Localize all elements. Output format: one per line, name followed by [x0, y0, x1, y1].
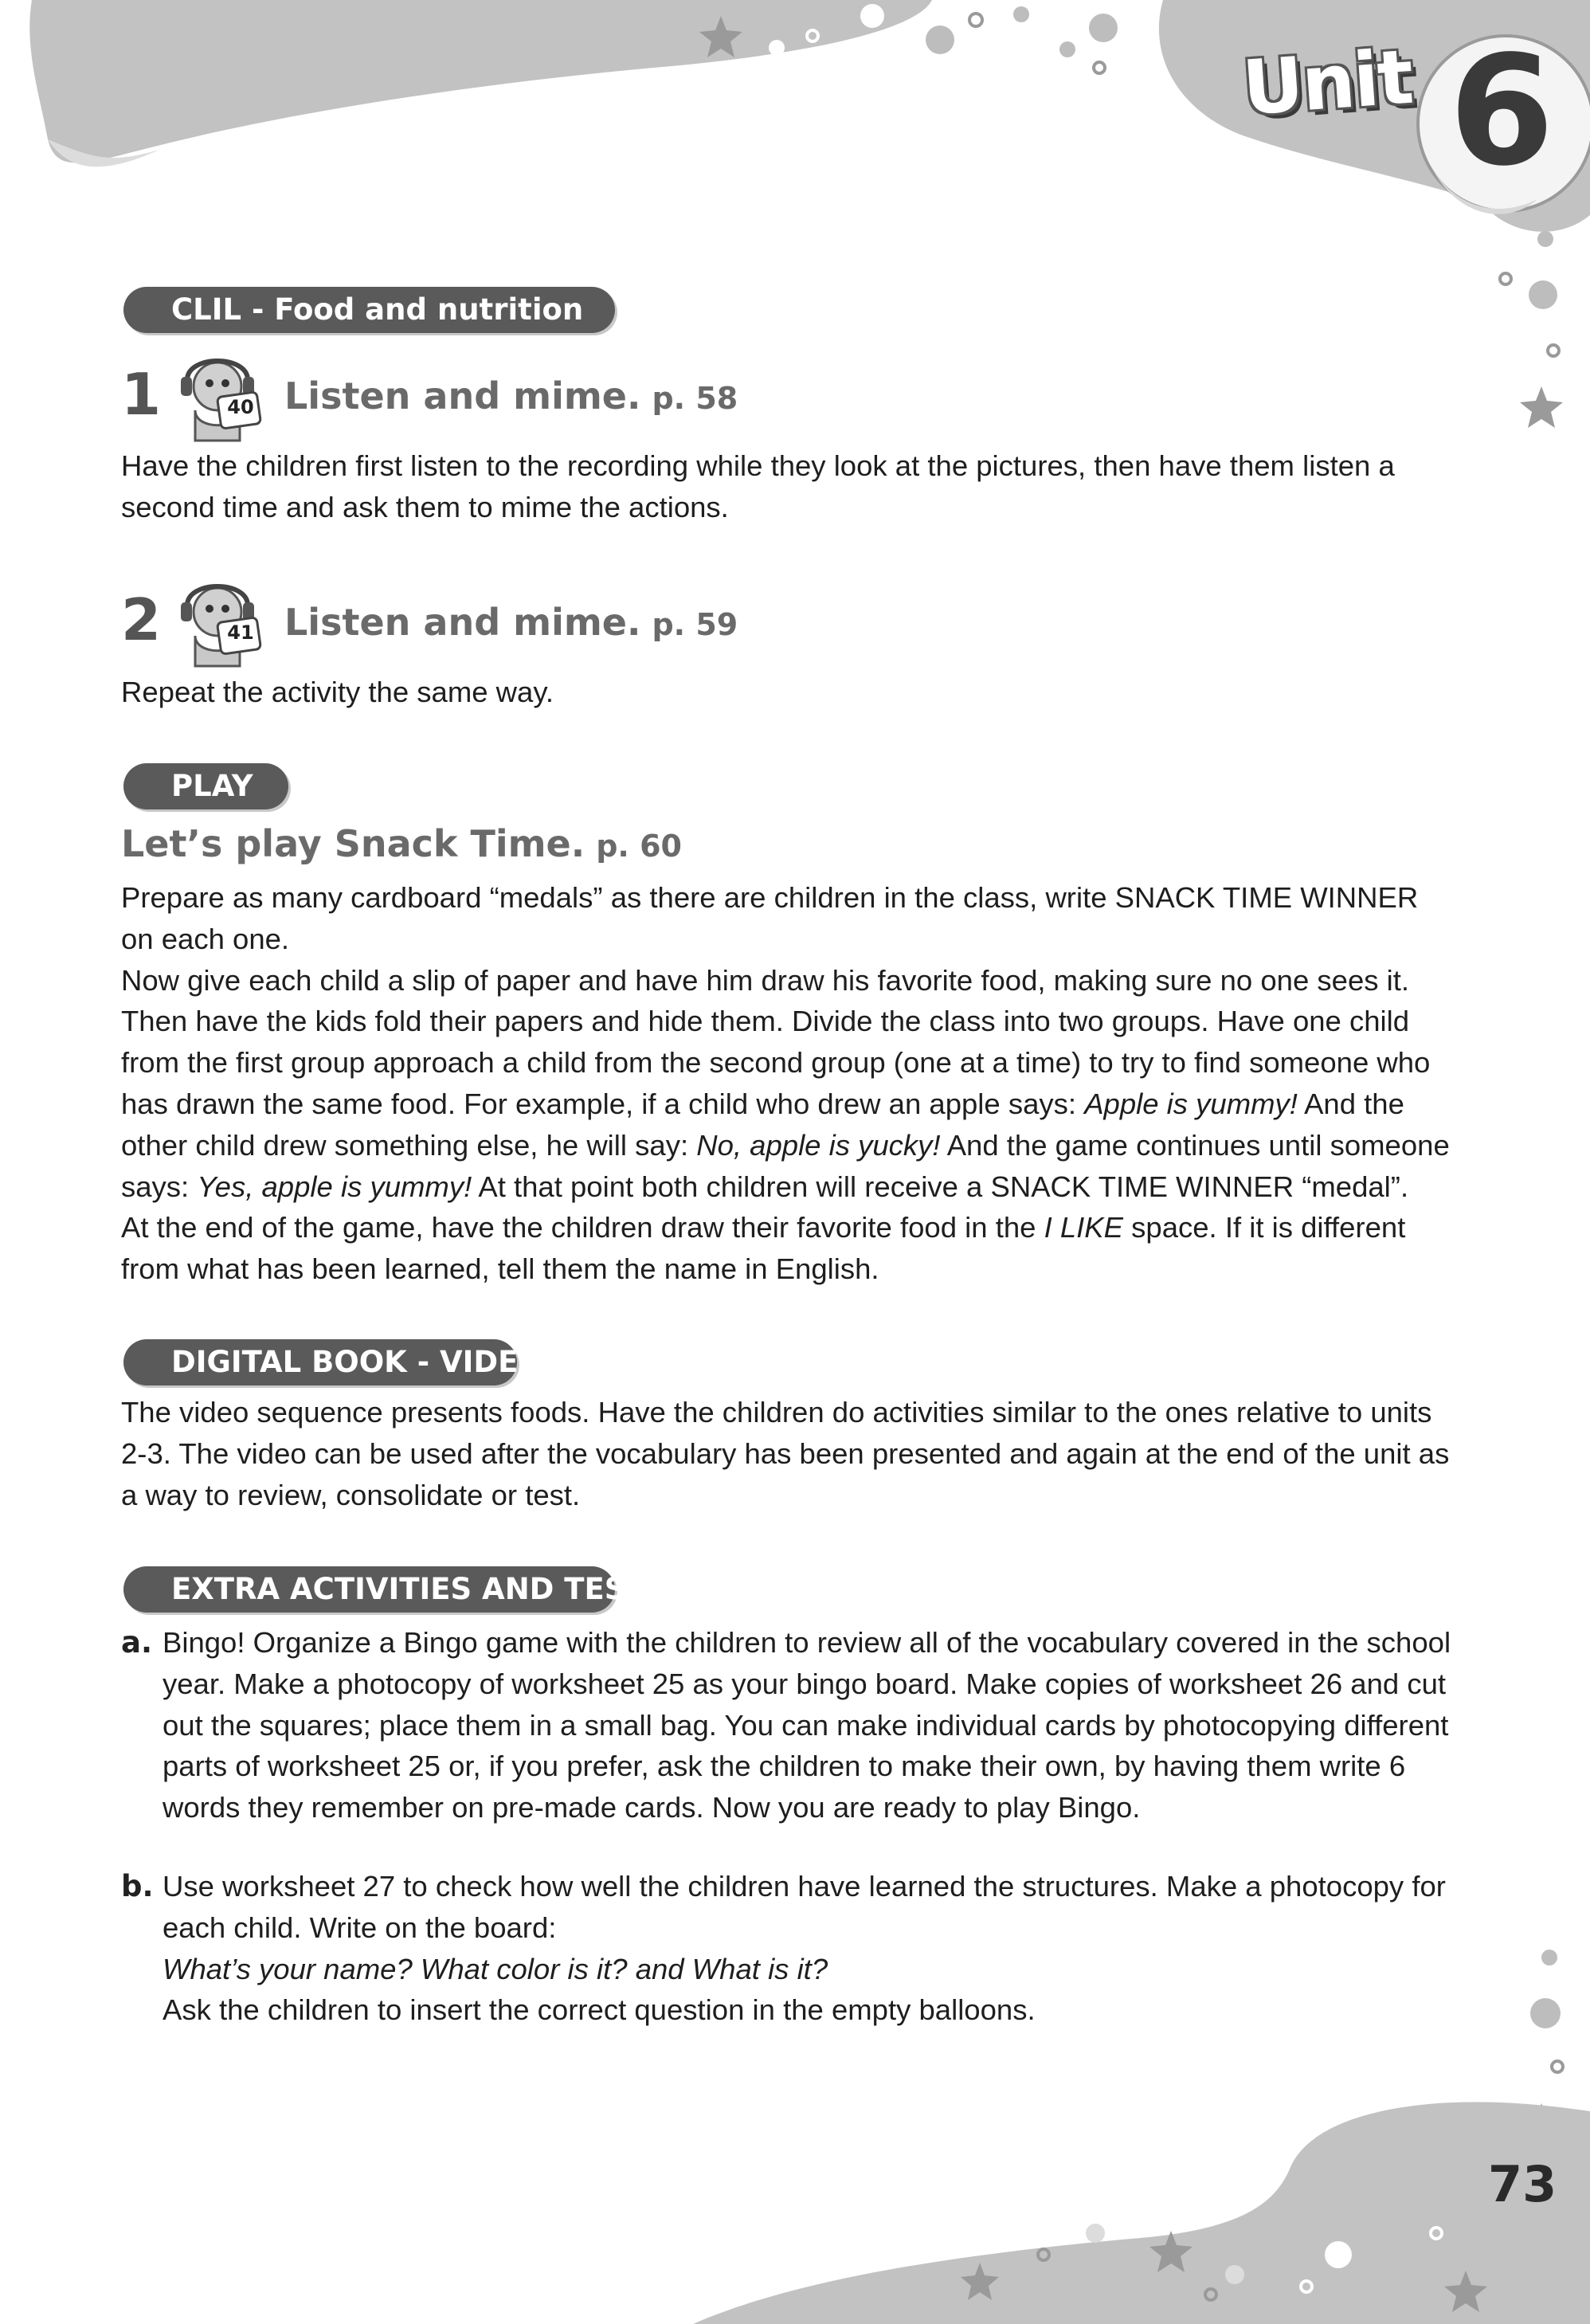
play-p3-text-b: space. If it is different from what has been learned, tell them the name in English. — [121, 1211, 1406, 1286]
play-p2-text-a: Now give each child a slip of paper and have him draw his favorite food, making sure no one sees it. Then have the kids fold their papers and hide them. Divide the class into two groups. Have one child from the first group approach a child from the second group (one at a time) to try to find someone who has drawn the same food. For example, if a child who drew an apple says: — [121, 963, 1431, 1120]
play-title: Let’s play Snack Time. — [121, 822, 585, 865]
extra-activity-b-text-2: Ask the children to insert the correct question in the empty balloons. — [163, 1993, 1036, 2027]
exercise-2-page-ref: p. 59 — [652, 607, 738, 642]
play-p2-quote-1: Apple is yummy! — [1084, 1087, 1298, 1120]
play-instructions — [121, 877, 1451, 1290]
exercise-1-number: 1 — [121, 361, 162, 428]
play-paragraph-2 — [121, 960, 1451, 1208]
unit-label: Unit — [1239, 33, 1415, 133]
extra-activity-b — [121, 1866, 1451, 2031]
play-p2-text-c: And the game continues until someone says: — [121, 1128, 1450, 1203]
extra-activities-section-label: EXTRA ACTIVITIES AND TESTS — [123, 1566, 615, 1613]
extra-activity-a-text: Bingo! Organize a Bingo game with the children to review all of the vocabulary covered in the school year. Make a photocopy of worksheet 25 as your bingo board. Make copies of worksheet 26 and cut out the squares; place them in a small bag. You can make individual cards by photocopying different parts of worksheet 25 or, if you prefer, ask the children to make their own, by having them write 6 words they remember on pre-made cards. Now you are ready to play Bingo. — [163, 1626, 1451, 1824]
play-p2-text-b: And the other child drew something else, he will say: — [121, 1087, 1404, 1162]
clil-section-label: CLIL - Food and nutrition — [123, 287, 615, 333]
play-paragraph-3 — [121, 1207, 1451, 1290]
exercise-2-instructions: Repeat the activity the same way. — [121, 676, 554, 708]
extra-activity-a-marker: a. — [121, 1625, 153, 1660]
exercise-1-heading — [284, 374, 738, 417]
exercise-1-title: Listen and mime. — [284, 374, 641, 417]
play-heading — [121, 822, 682, 865]
play-section-label: PLAY — [123, 763, 288, 809]
play-p2-quote-2: No, apple is yucky! — [696, 1128, 941, 1162]
exercise-1-track-number: 40 — [227, 396, 254, 418]
play-page-ref: p. 60 — [596, 829, 682, 864]
exercise-1-page-ref: p. 58 — [652, 381, 738, 416]
extra-activity-b-body — [163, 1866, 1451, 2031]
exercise-2-title: Listen and mime. — [284, 601, 641, 644]
exercise-2-track-number: 41 — [227, 621, 254, 644]
play-p2-quote-3: Yes, apple is yummy! — [197, 1170, 472, 1203]
exercise-1-audio-icon — [179, 355, 268, 444]
exercise-2-audio-icon — [179, 580, 268, 669]
digital-book-section-label: DIGITAL BOOK - VIDEO — [123, 1339, 517, 1385]
exercise-2-number: 2 — [121, 586, 162, 653]
extra-activity-b-text: Use worksheet 27 to check how well the children have learned the structures. Make a photocopy for each child. Write on the board: — [163, 1870, 1446, 1944]
extra-activity-a — [121, 1622, 1451, 1828]
top-band — [29, 0, 932, 163]
unit-number: 6 — [1448, 23, 1555, 199]
exercise-2-heading — [284, 601, 738, 644]
extra-activity-b-marker: b. — [121, 1869, 154, 1903]
play-p3-i-like: I LIKE — [1044, 1211, 1123, 1244]
extra-activity-b-questions: What’s your name? What color is it? and What is it? — [163, 1952, 828, 1985]
play-paragraph-1: Prepare as many cardboard “medals” as there are children in the class, write SNACK TIME WINNER on each one. — [121, 881, 1419, 955]
digital-book-instructions: The video sequence presents foods. Have the children do activities similar to the ones relative to units 2-3. The video can be used after the vocabulary has been presented and again at the end of the unit as a way to review, consolidate or test. — [121, 1396, 1450, 1511]
play-p2-text-d: At that point both children will receive a SNACK TIME WINNER “medal”. — [472, 1170, 1409, 1203]
page-number: 73 — [1488, 2155, 1557, 2213]
play-p3-text-a: At the end of the game, have the children draw their favorite food in the — [121, 1211, 1044, 1244]
exercise-1-instructions: Have the children first listen to the recording while they look at the pictures, then have them listen a second time and ask them to mime the actions. — [121, 449, 1395, 523]
